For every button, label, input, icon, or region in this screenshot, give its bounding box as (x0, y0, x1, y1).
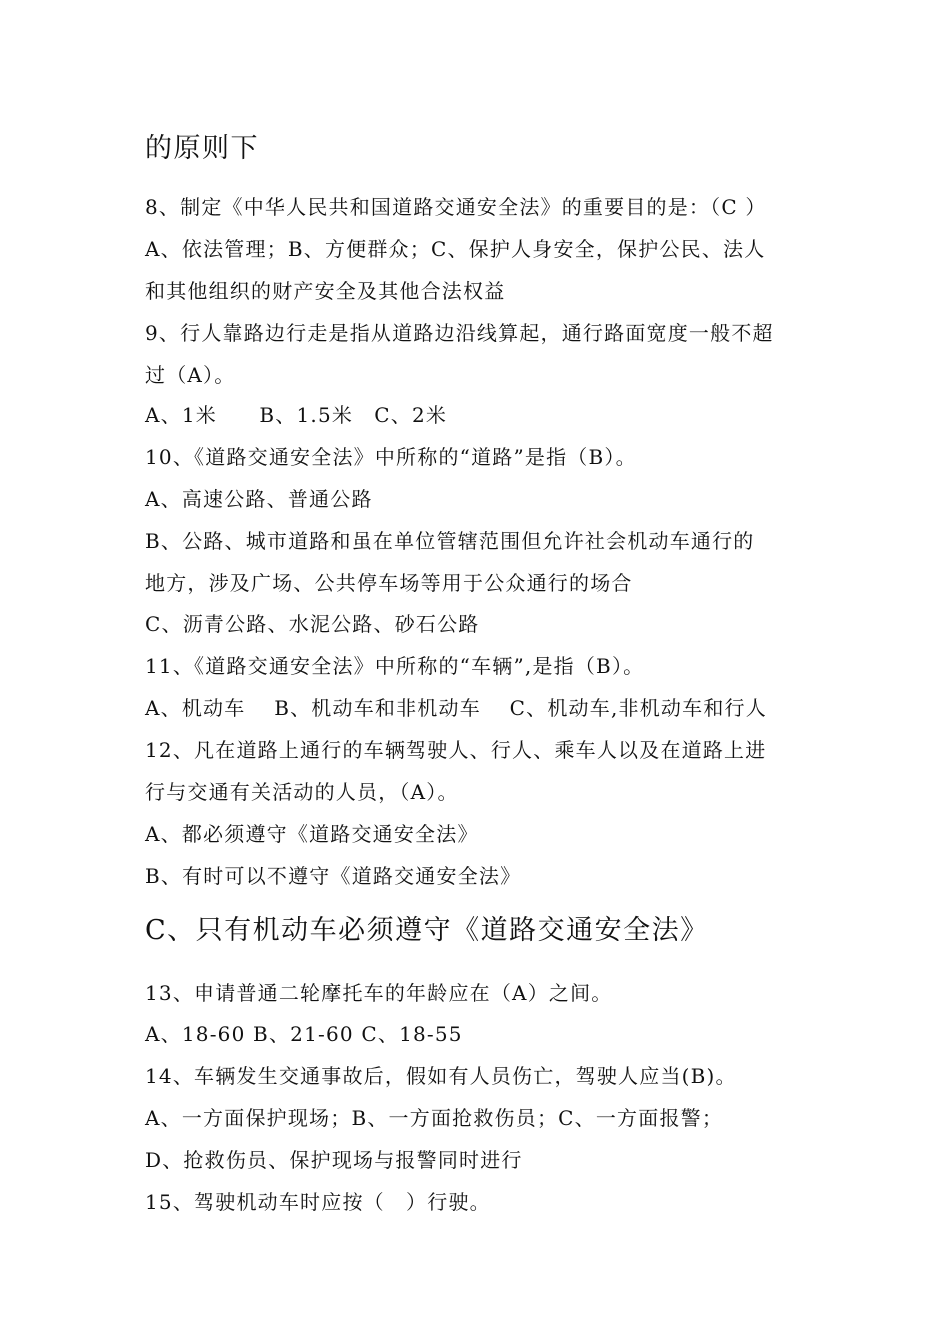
question-8: 8、制定《中华人民共和国道路交通安全法》的重要目的是：（C ） (145, 195, 767, 219)
question-12-cont: 行与交通有关活动的人员，（A）。 (145, 780, 459, 804)
question-11-options: A、机动车 B、机动车和非机动车 C、机动车,非机动车和行人 (145, 696, 767, 720)
question-9-options: A、1米 B、1.5米 C、2米 (145, 403, 448, 427)
question-8-options: A、依法管理；B、方便群众；C、保护人身安全，保护公民、法人 (145, 237, 766, 261)
question-10-option-b-cont: 地方，涉及广场、公共停车场等用于公众通行的场合 (145, 571, 633, 595)
question-8-options-cont: 和其他组织的财产安全及其他合法权益 (145, 279, 506, 303)
question-12-option-a: A、都必须遵守《道路交通安全法》 (145, 822, 479, 846)
question-15: 15、驾驶机动车时应按（ ）行驶。 (145, 1190, 491, 1214)
question-10-option-c: C、沥青公路、水泥公路、砂石公路 (145, 612, 480, 636)
question-13-options: A、18-60 B、21-60 C、18-55 (145, 1022, 463, 1046)
question-14: 14、车辆发生交通事故后，假如有人员伤亡，驾驶人应当(B)。 (145, 1064, 737, 1088)
question-10-option-a: A、高速公路、普通公路 (145, 487, 373, 511)
question-13: 13、申请普通二轮摩托车的年龄应在（A）之间。 (145, 981, 613, 1005)
question-14-option-d: D、抢救伤员、保护现场与报警同时进行 (145, 1148, 523, 1172)
question-10-option-b: B、公路、城市道路和虽在单位管辖范围但允许社会机动车通行的 (145, 529, 755, 553)
text-line-continuation: 的原则下 (145, 133, 259, 164)
question-11: 11、《道路交通安全法》中所称的“车辆”,是指（B）。 (145, 654, 645, 678)
question-9: 9、行人靠路边行走是指从道路边沿线算起，通行路面宽度一般不超 (145, 321, 774, 345)
question-10: 10、《道路交通安全法》中所称的“道路”是指（B）。 (145, 445, 637, 469)
question-9-cont: 过（A）。 (145, 363, 236, 387)
question-14-options: A、一方面保护现场；B、一方面抢救伤员；C、一方面报警； (145, 1106, 724, 1130)
question-12-option-c: C、只有机动车必须遵守《道路交通安全法》 (145, 915, 709, 946)
question-12: 12、凡在道路上通行的车辆驾驶人、行人、乘车人以及在道路上进 (145, 738, 767, 762)
question-12-option-b: B、有时可以不遵守《道路交通安全法》 (145, 864, 522, 888)
